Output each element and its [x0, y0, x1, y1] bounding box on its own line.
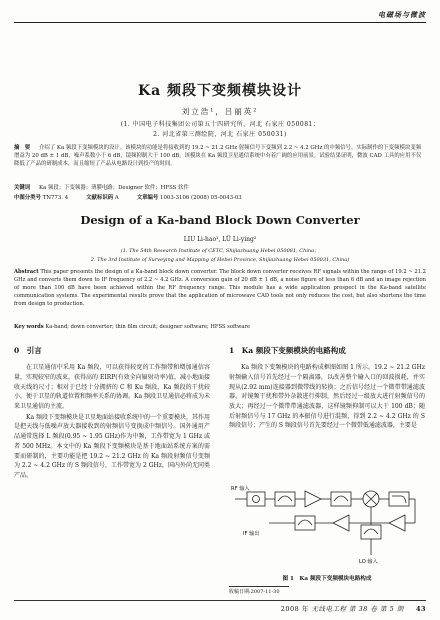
rf-input-label: RF 输入 [231, 486, 250, 492]
intro-paragraph-2: Ka 频段下变频模块是卫星地面站接收系统中的一个重要模块，其作用是把天线与低噪声放大器接收到的射频信号变换成中频信号。国外通用产品通常选择 L 频段(0.95 ~ 1.95 GHz)作为中频，工作带宽为 1 GHz 或者 500 MHz。本文中的 Ka 频段下变频模块是基于地面站系统方案的需要而研制的，主要功能是把 19.2 ~ 21.2 GHz 的 Ka 频段射频信号变频为 2.2 ~ 4.2 GHz 的 S 频段信号，工作带宽为 2 GHz，国内外尚无同类产品。 [14, 413, 210, 480]
section-heading-intro: 0 引言 [14, 346, 42, 355]
footer-year: 2008 年 [280, 605, 309, 613]
received-date: 收稿日期:2007-11-30 [229, 589, 280, 595]
cn-authors: 刘立浩¹，吕丽英² [181, 107, 259, 116]
doc-code-value: A [114, 195, 119, 201]
cn-abstract-text: 介绍了 Ka 频段下变频模块的设计。该模块的功能是将接收到的 19.2 ~ 21.2 GHz 射频信号下变频到 2.2 ~ 4.2 GHz 的中频信号。实际制作的下变频模块变频增益为 20 dB ± 1 dB，噪声系数小于 6 dB，镜频抑制大于 100 dB。该模块在 Ka 频段卫星通信系统中有着广阔的应用前景。试验结果证明，微波 CAD 工具的应用不仅降低了产品的研制成本，而且缩短了产品从电路设计到投产的时间。 [14, 145, 422, 168]
cn-abstract-label: 摘 要 [14, 145, 31, 151]
article-id-value: 1003-3106 (2008) 05-0043-03 [160, 195, 242, 201]
footer-journal: 无线电工程 [311, 605, 347, 613]
right-column [229, 345, 425, 432]
received-rule [229, 586, 289, 587]
footer-volume: 第 38 卷 [349, 605, 378, 613]
page-number: 43 [415, 605, 426, 613]
lo-input-label: LO 输入 [359, 559, 378, 565]
article-id-label: 文章编号 [136, 195, 159, 201]
en-abstract-text: This paper presents the design of a Ka-band block down converter. The block down converter receives RF signals within the range of 19.2 ~ 21.2 GHz and converts them down to IF frequency of 2.2 ~ 4.2 GHz. A conversion gain of 20 dB ± 1 dB, a noise figure of less than 6 dB and an image rejection of more than 100 dB have been achieved within the RF frequency range. This module has a wide application prospect in the Ka-band satellite communication systems. The experimental results prove that the application of microwave CAD tools not only reduces the cost, but also shortens the time from design to production. [14, 269, 426, 308]
section-heading-circuit: 1 Ka 频段下变频模块的电路构成 [229, 346, 346, 355]
bandpass-filter-2-symbol [334, 496, 348, 501]
en-affiliation-2: 2. The 3rd Institute of Surveying and Mapping of Hebei Province, Shijiazhuang Hebei 050031, China) [90, 257, 350, 263]
en-abstract [14, 268, 426, 308]
footer-rule [14, 600, 426, 601]
bandpass-filter-2-block [331, 492, 351, 506]
header-rule [14, 22, 426, 23]
section-tag: 电磁场与微波 [378, 10, 426, 19]
isolator-block [247, 492, 265, 506]
amplifier-2-symbol [389, 515, 405, 531]
output-filter-block [295, 516, 315, 530]
cn-title: Ka 频段下变频模块设计 [137, 83, 303, 99]
en-keywords [14, 324, 426, 330]
circuit-paragraph-1: Ka 频段下变频模块的电路构成框图如图 1 所示。19.2 ~ 21.2 GHz 射频输入信号首先经过一个隔离器，以改善整个输入口的回波损耗，并实现从(2.92 mm)连接器到微带线的转换；之后信号经过一个微带带通滤波器，对镜频干扰和带外杂散进行抑制，然后经过一级放大进行射频信号的放大；再经过一个微带带通滤波器，这样镜频抑制可以大于 100 dB；随后射频信号与 17 GHz 的本振信号进行混频，得到 2.2 ~ 4.2 GHz 的 S 频段信号；产生的 S 频段信号首先要经过一个微带低通滤波器，主要是 [229, 364, 425, 430]
en-abstract-label: Abstract [14, 269, 39, 275]
en-title: Design of a Ka-band Block Down Converter [80, 213, 360, 227]
lowpass-filter-symbol [392, 496, 406, 503]
isolator-symbol [253, 496, 260, 503]
doc-code-label: 文献标识码 [86, 195, 114, 201]
if-output-label: IF 输出 [243, 531, 260, 537]
en-authors: LIU Li-hao¹, LÜ Li-ying² [183, 236, 257, 243]
lo-filter-block [361, 525, 381, 539]
block-diagram-figure [229, 479, 425, 571]
cn-abstract [14, 144, 426, 168]
cn-keywords-text: Ka 频段；下变频器；薄膜电路；Designer 软件；HFSS 软件 [39, 185, 189, 191]
cn-affiliation-2: 2. 河北省第三测绘院，河北 石家庄 050031) [153, 131, 287, 138]
cn-affiliation-1: (1. 中国电子科技集团公司第五十四研究所，河北 石家庄 050081； [120, 121, 320, 128]
en-keywords-label: Key words [14, 324, 44, 330]
en-keywords-text: Ka-band; down converter; thin film circuit; designer software; HFSS software [45, 324, 251, 330]
left-column [14, 345, 210, 482]
amplifier-3-symbol [333, 515, 349, 531]
clc-label: 中图分类号 [14, 195, 41, 201]
clc-value: TN773. 4 [42, 195, 69, 201]
amplifier-1-symbol [305, 491, 321, 507]
figure-caption: 图 1 Ka 频段下变频模块电路构成 [282, 576, 372, 582]
cn-keywords-label: 关键词 [14, 185, 31, 191]
cn-keywords [14, 183, 426, 191]
page-footer [281, 604, 426, 613]
bandpass-filter-1-block [275, 492, 295, 506]
lowpass-filter-block [389, 492, 409, 506]
bandpass-filter-1-symbol [278, 496, 292, 501]
en-affiliation-1: (1. The 54th Research Institute of CETC, Shijiazhuang Hebei 050081, China； [120, 248, 320, 254]
footer-issue: 第 5 期 [380, 605, 404, 613]
intro-paragraph-1: 在卫星通信中采用 Ka 频段，可以获得较宽的工作频带和增加通信容量，实现较窄的波束，获得高的 EIRP(有效全向辐射功率)值，减小地面接收天线的尺寸；相对于已经十分拥挤的 C 和 Ku 频段，Ka 频段的干扰较小，便于卫星的轨道位置和频率关系的协调。Ka 频段卫星通信必将成为未来卫星通信的主流。 [14, 364, 210, 411]
cn-classification [14, 193, 426, 201]
